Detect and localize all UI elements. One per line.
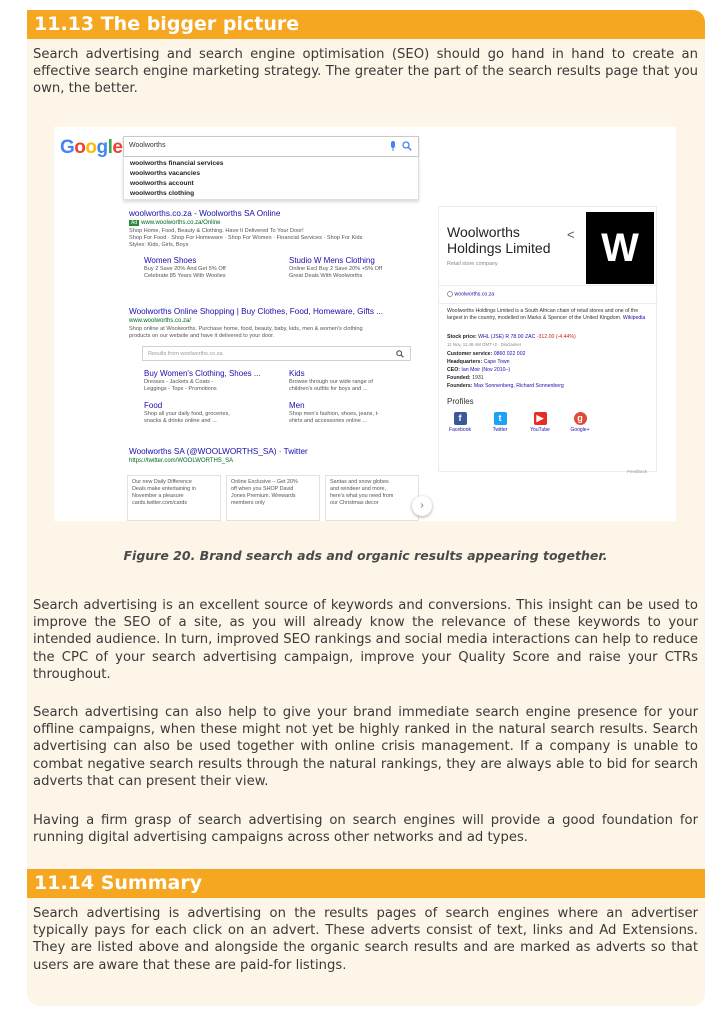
facebook-profile[interactable]: f Facebook — [449, 413, 471, 433]
organic-result-url: www.woolworths.co.za/ — [129, 318, 192, 324]
suggestion-item[interactable]: woolworths financial services — [130, 160, 224, 167]
organic-sitelink-text: Shop all your daily food, groceries, snacks & drinks online and ... — [144, 411, 230, 425]
kp-headquarters: Headquarters: Cape Town — [447, 359, 510, 365]
knowledge-panel — [438, 206, 657, 472]
google-logo: Google — [60, 137, 123, 158]
ad-result-text: Shop Home, Food, Beauty & Clothing. Have It Delivered To Your Door! Shop For Food · Shop For Homeware · Shop For Women · Financial Services · Shop For Kids Styles: Kids, Girls, Boys — [129, 228, 363, 249]
serp-screenshot-figure — [54, 127, 676, 521]
site-search-input[interactable]: Results from woolworths.co.za — [142, 346, 411, 361]
google-plus-icon: g — [574, 412, 587, 425]
kp-stock-time: 11 Nov, 11:48 AM GMT+2 · Disclaimer — [447, 342, 522, 347]
kp-title: Woolworths Holdings Limited — [447, 224, 551, 256]
organic-sitelink-text: Dresses - Jackets & Coats - Leggings - Tops - Promotions — [144, 379, 217, 393]
youtube-profile[interactable]: ▶ YouTube — [530, 413, 550, 433]
kp-website[interactable]: woolworths.co.za — [447, 291, 652, 298]
search-query: Woolworths — [129, 142, 166, 149]
summary-paragraph: Search advertising is advertising on the results pages of search engines where an advertiser typically pays for each click on an advert. These adverts consist of text, links and Ad Extensions. They are listed above and alongside the organic search results and are marked as adverts so that users are aware that these are paid-for listings. — [33, 906, 698, 973]
tweet-card[interactable]: Our new Daily Difference Deals make entertaining in November a pleasure cards.twitter.com/cards — [127, 475, 221, 521]
kp-description: Woolworths Holdings Limited is a South African chain of retail stores and one of the largest in the country, modelled on Marks & Spencer of the United Kingdom. Wikipedia — [447, 308, 646, 321]
section-heading-summary: 11.14 Summary — [27, 869, 705, 898]
woolworths-logo: W — [586, 212, 654, 284]
search-icon[interactable] — [402, 141, 412, 151]
body-paragraph: Search advertising can also help to give your brand immediate search engine presence for your offline campaigns, when these might not yet be highly ranked in the natural search results. Search advertising can also be used together with online crisis management. If a company is unable to combat negative search results through the natural rankings, they are always able to bid for search adverts that can present their view. — [33, 705, 698, 789]
intro-paragraph: Search advertising and search engine optimisation (SEO) should go hand in hand to create an effective search engine marketing strategy. The greater the part of the search results page that you own, the better. — [33, 47, 698, 97]
googleplus-profile[interactable]: g Google+ — [570, 413, 590, 433]
body-paragraph: Search advertising is an excellent source of keywords and conversions. This insight can be used to improve the SEO of a site, as you will already know the relevance of these keywords to your intended audience. In turn, improved SEO rankings and social media interactions can help to reduce the CPC of your search advertising campaign, improve your Quality Score and raise your CTRs throughout. — [33, 598, 698, 682]
divider — [439, 285, 658, 286]
suggestion-item[interactable]: woolworths clothing — [130, 190, 195, 197]
share-icon[interactable]: < — [567, 227, 575, 242]
autocomplete-dropdown — [123, 157, 419, 200]
organic-sitelink-title[interactable]: Kids — [289, 369, 305, 378]
twitter-result-url: https://twitter.com/WOOLWORTHS_SA — [129, 458, 234, 464]
youtube-icon: ▶ — [534, 412, 547, 425]
organic-sitelink-title[interactable]: Men — [289, 401, 305, 410]
suggestion-item[interactable]: woolworths account — [130, 180, 194, 187]
carousel-next-button[interactable]: › — [412, 496, 432, 516]
organic-sitelink-text: Browse through our wide range of children's outfits for boys and ... — [289, 379, 373, 393]
facebook-icon: f — [454, 412, 467, 425]
twitter-icon: t — [494, 412, 507, 425]
figure-caption: Figure 20. Brand search ads and organic results appearing together. — [123, 548, 608, 563]
ad-badge: Ad — [131, 220, 138, 226]
search-icon[interactable] — [396, 350, 404, 358]
ad-sitelink-text: Buy 2 Save 20% And Get 5% Off Celebrate 85 Years With Woolies — [144, 266, 226, 280]
ad-sitelink-title[interactable]: Studio W Mens Clothing — [289, 256, 375, 265]
ad-result-title[interactable]: woolworths.co.za - Woolworths SA Online — [129, 209, 281, 218]
kp-customer-service: Customer service: 0860 022 002 — [447, 351, 526, 357]
organic-sitelink-title[interactable]: Buy Women's Clothing, Shoes ... — [144, 369, 261, 378]
globe-icon — [447, 291, 453, 297]
section-heading-bigger-picture: 11.13 The bigger picture — [27, 10, 705, 39]
suggestion-item[interactable]: woolworths vacancies — [130, 170, 200, 177]
microphone-icon[interactable] — [390, 141, 396, 152]
twitter-profile[interactable]: t Twitter — [492, 413, 508, 433]
tweet-card[interactable]: Santas and snow globes and reindeer and more, here's what you need from our Christmas decor — [325, 475, 419, 521]
kp-stock: Stock price: WHL (JSE) R 78.00 ZAC -312.00 (-4.44%) — [447, 334, 576, 340]
organic-sitelink-title[interactable]: Food — [144, 401, 163, 410]
tweet-card[interactable]: Online Exclusive – Get 20% off when you SHOP David Jones Premium. Wrewards members only — [226, 475, 320, 521]
divider — [439, 303, 658, 304]
organic-result-title[interactable]: Woolworths Online Shopping | Buy Clothes, Food, Homeware, Gifts ... — [129, 307, 384, 316]
feedback-link[interactable]: Feedback — [627, 469, 648, 474]
kp-founders: Founders: Max Sonnenberg, Richard Sonnenberg — [447, 383, 564, 389]
kp-subtitle: Retail store company — [447, 261, 498, 267]
wikipedia-link[interactable]: Wikipedia — [622, 315, 646, 321]
organic-result-text: Shop online at Woolworths. Purchase home, food, beauty, baby, kids, men & women's clothing products on our website and have it delivered to your door. — [129, 326, 363, 340]
ad-sitelink-title[interactable]: Women Shoes — [144, 256, 197, 265]
ad-sitelink-text: Online Excl Buy 2 Save 20% +5% Off Great Deals With Woolworths — [289, 266, 383, 280]
ad-result-url: Ad www.woolworths.co.za/Online — [131, 220, 221, 226]
search-input[interactable] — [123, 136, 419, 157]
kp-ceo: CEO: Ian Moir (Nov 2010–) — [447, 367, 511, 373]
organic-sitelink-text: Shop men's fashion, shoes, jeans, t- shirts and accessories online ... — [289, 411, 379, 425]
twitter-result-title[interactable]: Woolworths SA (@WOOLWORTHS_SA) · Twitter — [129, 447, 308, 456]
body-paragraph: Having a firm grasp of search advertising on search engines will provide a good foundation for running digital advertising campaigns across other networks and ad types. — [33, 813, 698, 846]
kp-founded: Founded: 1931 — [447, 375, 484, 381]
kp-profiles-label: Profiles — [447, 397, 474, 406]
